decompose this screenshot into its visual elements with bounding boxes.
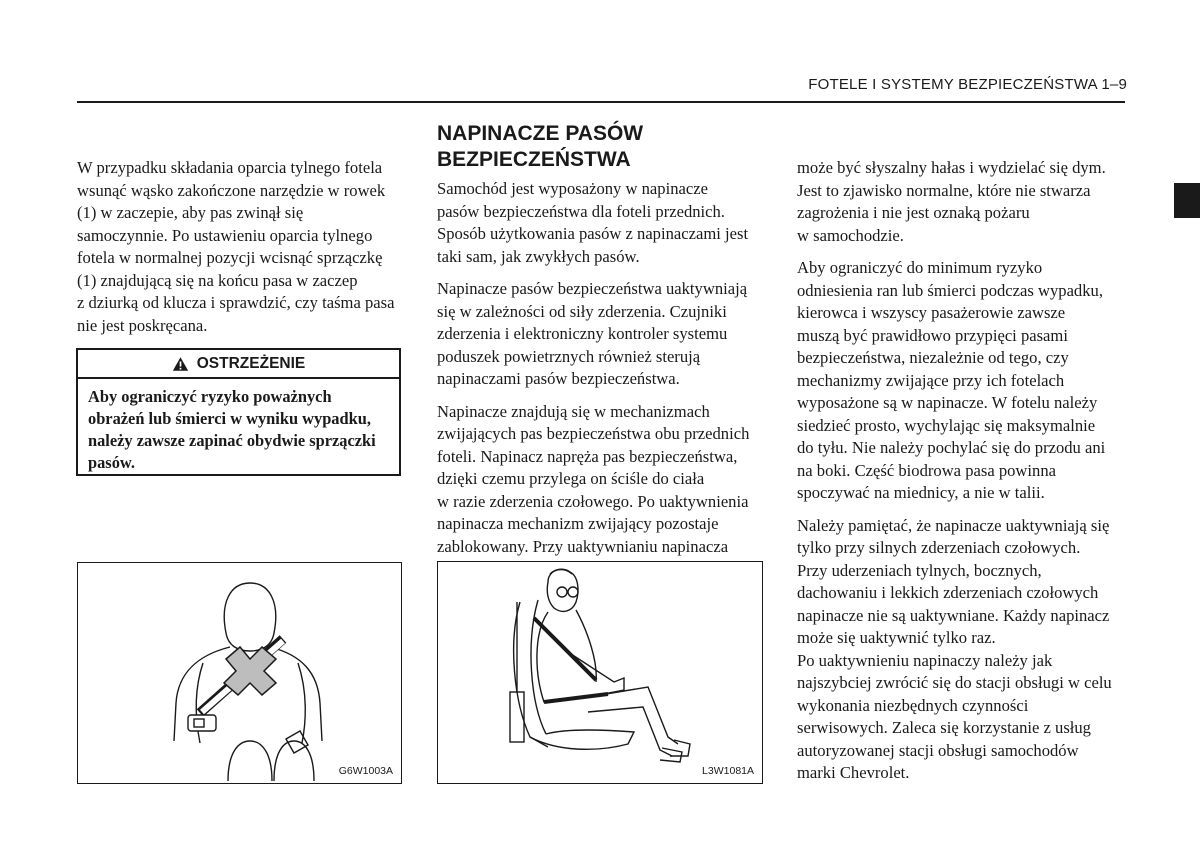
pretensioner-paragraph-3: Napinacze znajdują się w mechanizmach zwijających pas bezpieczeństwa obu przednich foteli. Napinacz napręża pas bezpieczeństwa, dzięki czemu przylega on ściśle do ciała w razie zderzenia czołowego. Po uaktywnienia napinacza mechanizm zwijający pozostaje zablokowany. Przy uaktywnianiu napinacza bbox=[437, 401, 750, 556]
figure-code: L3W1081A bbox=[702, 765, 754, 777]
pretensioner-paragraph-2: Napinacze pasów bezpieczeństwa uaktywniają się w zależności od siły zderzenia. Czujniki zderzenia i elektroniczny kontroler systemu poduszek powietrznych również sterują napinaczami pasów bezpieczeństwa. bbox=[437, 279, 748, 388]
chapter-tab-marker bbox=[1174, 183, 1200, 218]
warning-box bbox=[76, 348, 401, 476]
warning-text: Aby ograniczyć ryzyko poważnych obrażeń lub śmierci w wyniku wypadku, należy zawsze zapinać obydwie sprzączki pasów. bbox=[88, 387, 376, 472]
header-rule bbox=[77, 101, 1125, 103]
figure-code: G6W1003A bbox=[338, 765, 393, 777]
rear-seat-paragraph: W przypadku składania oparcia tylnego fotela wsunąć wąsko zakończone narzędzie w rowek (1) w zaczepie, aby pas zwinął się samoczynnie. Po ustawieniu oparcia tylnego fotela w normalnej pozycji wcisnąć sprzączkę (1) znajdującą się na końcu pasa w zaczep z dziurką od klucza i sprawdzić, czy taśma pasa nie jest poskręcana. bbox=[77, 158, 395, 335]
section-title: NAPINACZE PASÓW BEZPIECZEŃSTWA bbox=[437, 122, 644, 171]
pretensioner-illustration bbox=[438, 562, 761, 782]
warning-title: OSTRZEŻENIE bbox=[196, 354, 306, 372]
pretensioner-paragraph-1: Samochód jest wyposażony w napinacze pasów bezpieczeństwa dla foteli przednich. Sposób użytkowania pasów z napinaczami jest taki sam, jak zwykłych pasów. bbox=[437, 179, 749, 266]
column-3 bbox=[797, 157, 1127, 795]
running-header: FOTELE I SYSTEMY BEZPIECZEŃSTWA 1–9 bbox=[808, 76, 1127, 93]
seating-position-paragraph: Aby ograniczyć do minimum ryzyko odniesienia ran lub śmierci podczas wypadku, kierowca i wszyscy pasażerowie zawsze muszą być prawidłowo przypięci pasami bezpieczeństwa, niezależnie od tego, czy mechanizmy zwijające przy ich fotelach wyposażone są w napinacze. W fotelu należy siedzieć prosto, wychylając się maksymalnie do tyłu. Nie należy pochylać się do przodu ani na boki. Część biodrowa pasa powinna spoczywać na miednicy, a nie w talii. bbox=[797, 258, 1106, 502]
figure-rear-seatbelt bbox=[77, 562, 402, 784]
column-1 bbox=[77, 157, 407, 347]
warning-triangle-icon bbox=[172, 356, 189, 372]
warning-header bbox=[78, 350, 399, 379]
figure-seated-passenger bbox=[437, 561, 763, 784]
noise-smoke-paragraph: może być słyszalny hałas i wydzielać się dym. Jest to zjawisko normalne, które nie stwarza zagrożenia i nie jest oznaką pożaru w samochodzie. bbox=[797, 158, 1106, 245]
activation-paragraph: Należy pamiętać, że napinacze uaktywniają się tylko przy silnych zderzeniach czołowych. Przy uderzeniach tylnych, bocznych, dachowaniu i lekkich zderzeniach czołowych napinacze nie są uaktywniane. Każdy napinacz może się uaktywnić tylko raz. Po uaktywnieniu napinaczy należy jak najszybciej zwrócić się do stacji obsługi w celu wykonania niezbędnych czynności serwisowych. Zaleca się korzystanie z usług autoryzowanej stacji obsługi samochodów marki Chevrolet. bbox=[797, 515, 1112, 782]
column-2 bbox=[437, 178, 767, 568]
seatbelt-illustration bbox=[78, 563, 400, 782]
